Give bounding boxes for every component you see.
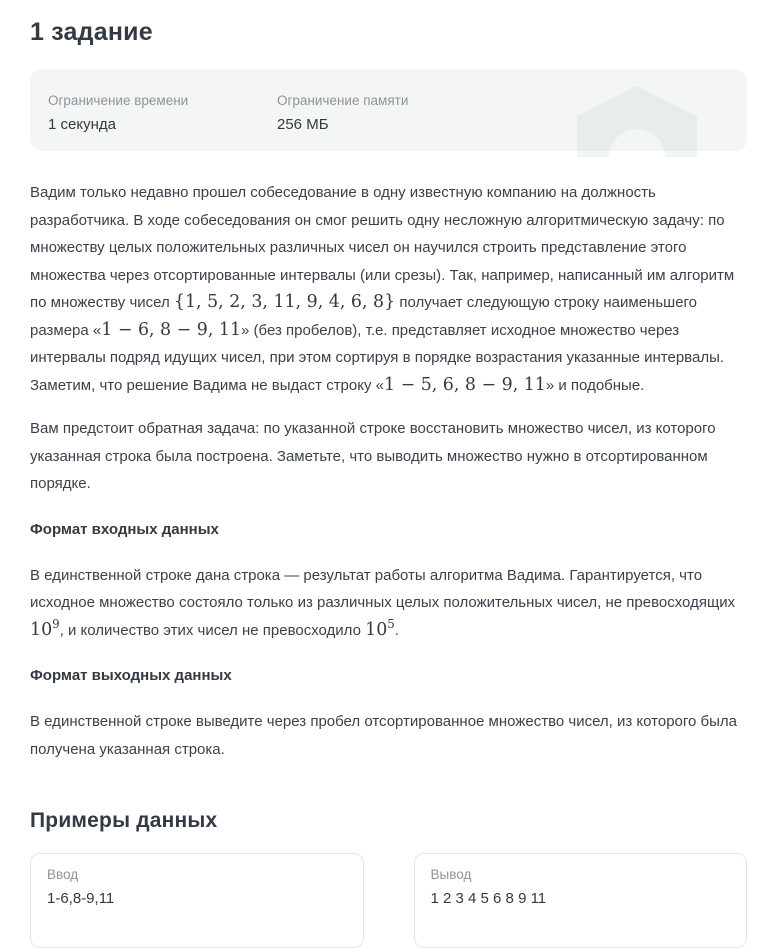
page-title: 1 задание (30, 18, 153, 46)
limits-card (30, 69, 747, 151)
statement-paragraph: В единственной строке дана строка — результат работы алгоритма Вадима. Гарантируется, что исходное множество состояло только из различных целых положительных чисел, не превосходящих $10^9$, и количество этих чисел не превосходило $10^5$. (30, 566, 736, 640)
house-arch-icon (577, 86, 697, 157)
math-expression: {1, 5, 2, 3, 11, 9, 4, 6, 8} (173, 292, 396, 312)
task-page (30, 17, 747, 948)
statement-paragraph: Вам предстоит обратная задача: по указанной строке восстановить множество чисел, из которого указанная строка была построена. Заметьте, что выводить множество нужно в отсортированном порядке. (30, 420, 716, 492)
example-input-value: 1-6,8-9,11 (47, 889, 115, 907)
example-output-value: 1 2 3 4 5 6 8 9 11 (430, 889, 547, 907)
time-limit-label: Ограничение времени (48, 93, 189, 108)
example-output-box (414, 853, 748, 948)
math-expression: 1 − 6, 8 − 9, 11 (101, 319, 242, 340)
examples-row (30, 853, 747, 948)
memory-limit-value: 256 МБ (277, 116, 329, 134)
statement-paragraph: В единственной строке выведите через пробел отсортированное множество чисел, из которого была получена указанная строка. (30, 713, 738, 758)
format-heading: Формат выходных данных (30, 667, 232, 684)
memory-limit (277, 69, 408, 134)
format-heading: Формат входных данных (30, 520, 219, 538)
example-output-label: Вывод (430, 867, 472, 882)
example-input-box (30, 853, 364, 948)
examples-heading: Примеры данных (30, 809, 218, 832)
math-expression: 1 − 5, 6, 8 − 9, 11 (384, 374, 546, 395)
example-input-label: Ввод (47, 867, 79, 882)
math-expression: $10^9$ (30, 616, 60, 640)
time-limit-value: 1 секунда (48, 116, 116, 134)
memory-limit-label: Ограничение памяти (277, 93, 409, 108)
time-limit (48, 69, 277, 134)
statement-paragraph: Вадим только недавно прошел собеседование в одну известную компанию на должность разработчика. В ходе собеседования он смог решить одну несложную алгоритмическую задачу: по множеству целых положительных различных чисел он научился строить представление этого множества через отсортированные интервалы (или срезы). Так, например, написанный им алгоритм по множеству чисел {1, 5, 2, 3, 11, 9, 4, 6, 8} получает следующую строку наименьшего размера «1 − 6, 8 − 9, 11» (без пробелов), т.е. представляет исходное множество через интервалы подряд идущих чисел, при этом сортируя в порядке возрастания указанные интервалы. Заметим, что решение Вадима не выдаст строку «1 − 5, 6, 8 − 9, 11» и подобные. (30, 184, 735, 395)
math-expression: $10^5$ (365, 616, 395, 640)
problem-statement (30, 179, 747, 763)
